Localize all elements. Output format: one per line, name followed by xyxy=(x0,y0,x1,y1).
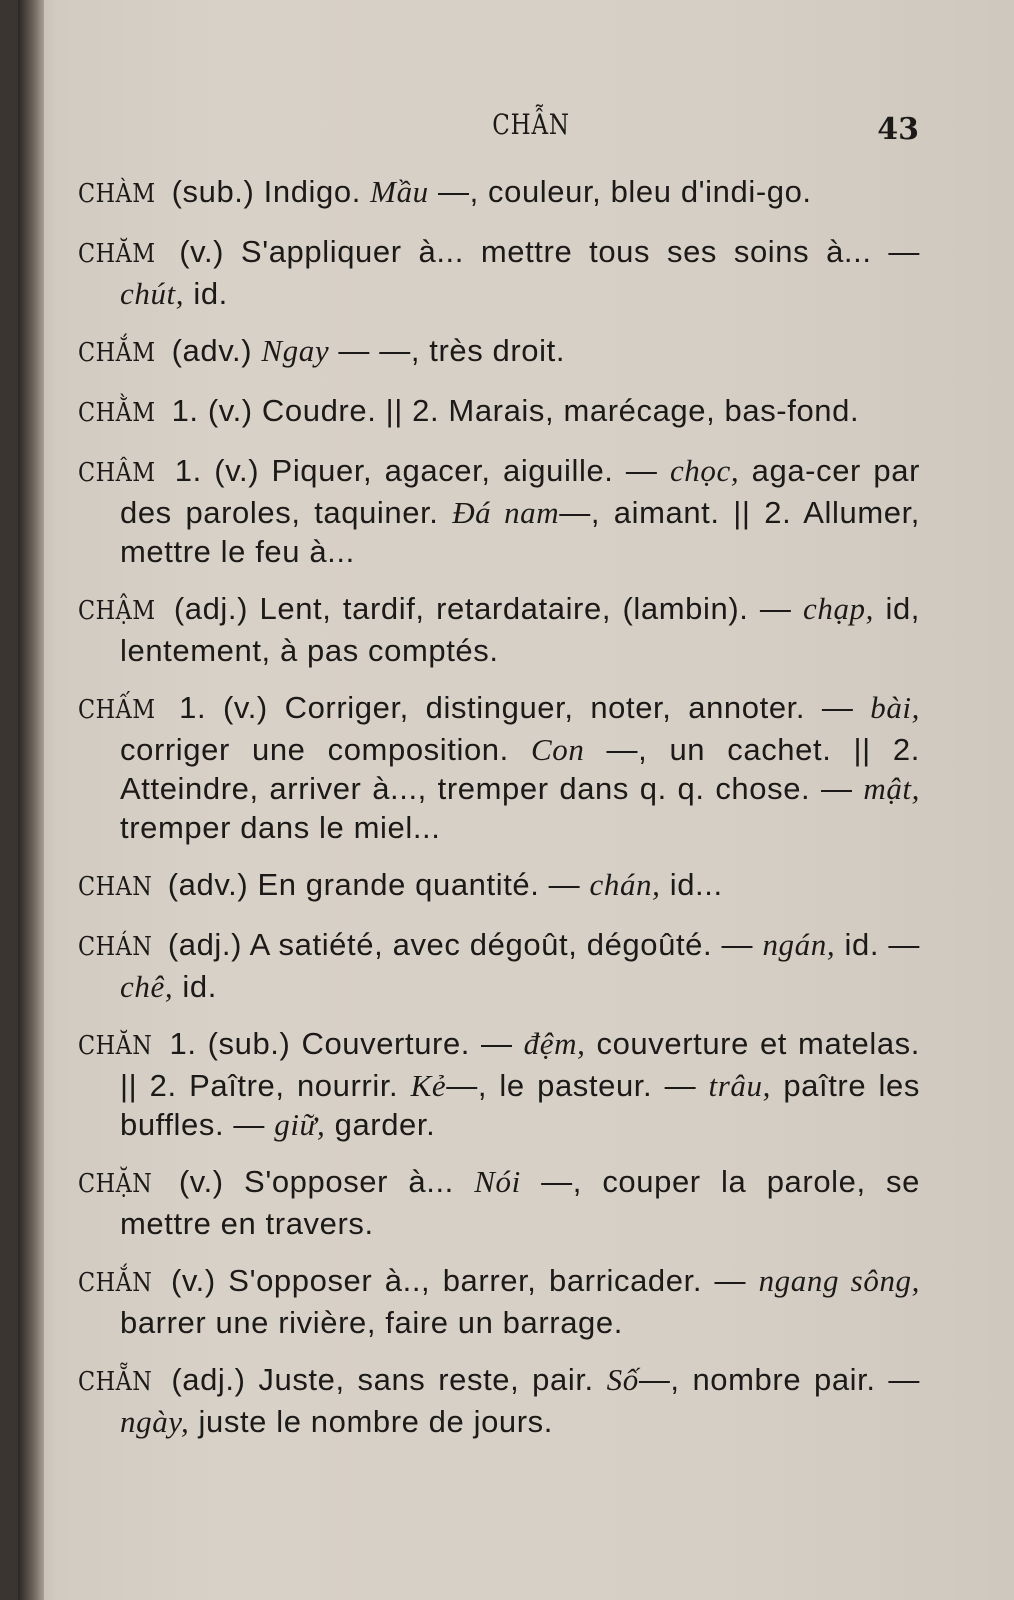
entry-headword: CHÀM xyxy=(78,179,156,209)
entry-definition-text: garder. xyxy=(325,1107,436,1142)
entry-headword: CHAN xyxy=(78,872,153,902)
entry-definition-text: id. — xyxy=(835,927,920,962)
dictionary-entry xyxy=(78,391,920,433)
entry-definition-text: —, aimant. || 2. Allumer, mettre le feu à... xyxy=(120,495,921,569)
entry-definition-text: —, nombre pair. — xyxy=(638,1362,921,1397)
entry-headword: CHẰM xyxy=(78,398,156,428)
entry-italic-term: ngày, xyxy=(120,1404,190,1439)
entry-definition-text: (adj.) Lent, tardif, retardataire, (lambin). — xyxy=(162,591,803,626)
entry-definition-text: aga-cer par des paroles, taquiner. xyxy=(120,453,920,530)
entry-definition-text: —, couleur, bleu d'indi-go. xyxy=(428,174,812,209)
entry-headword: CHẬM xyxy=(78,596,156,626)
entry-headword: CHÂM xyxy=(78,458,156,488)
dictionary-entry xyxy=(78,172,920,214)
entry-definition-text: — —, très droit. xyxy=(329,333,566,368)
dictionary-entry xyxy=(78,1360,920,1441)
entry-italic-term: chọc, xyxy=(669,453,740,488)
entry-definition-text: id, lentement, à pas comptés. xyxy=(120,591,920,668)
dictionary-entry xyxy=(78,1162,920,1243)
entry-headword: CHĂM xyxy=(78,239,156,269)
book-page xyxy=(18,0,1014,1600)
dictionary-entry xyxy=(78,688,920,847)
entry-definition-text: (v.) S'opposer à... xyxy=(158,1164,475,1199)
entry-headword: CHẤM xyxy=(78,695,156,725)
entry-definition-text: 1. (v.) Coudre. || 2. Marais, marécage, bas-fond. xyxy=(162,393,860,428)
book-spine-shadow xyxy=(18,0,44,1600)
entry-italic-term: chạp, xyxy=(802,591,874,626)
entry-definition-text: (sub.) Indigo. xyxy=(162,174,371,209)
entry-definition-text: 1. (v.) Corriger, distinguer, noter, annoter. — xyxy=(162,690,871,725)
entry-definition-text: (adv.) xyxy=(162,333,262,368)
entry-italic-term: giữ, xyxy=(274,1107,326,1142)
entry-italic-term: ngang sông, xyxy=(758,1263,920,1298)
entry-definition-text: paître les buffles. — xyxy=(120,1068,920,1142)
dictionary-entry xyxy=(78,589,920,670)
dictionary-entry xyxy=(78,331,920,373)
entry-italic-term: Mầu xyxy=(370,174,429,209)
entry-headword: CHẴN xyxy=(78,1367,153,1397)
entry-italic-term: Nói xyxy=(474,1164,521,1199)
entry-italic-term: Con xyxy=(530,732,585,767)
entry-definition-text: —, couper la parole, se mettre en travers. xyxy=(120,1164,920,1241)
dictionary-entry xyxy=(78,865,920,907)
page-number: 43 xyxy=(877,112,919,147)
entry-definition-text: —, le pasteur. — xyxy=(446,1068,709,1103)
entry-headword: CHẮN xyxy=(78,1268,153,1298)
dictionary-entry xyxy=(78,1261,920,1342)
entry-definition-text: id... xyxy=(660,867,723,902)
entry-definition-text: couverture et matelas. || 2. Paître, nourrir. xyxy=(120,1026,920,1103)
entry-italic-term: chán, xyxy=(589,867,661,902)
entry-definition-text: id. xyxy=(173,969,217,1004)
entry-italic-term: chê, xyxy=(120,969,174,1004)
running-head: CHẪN xyxy=(492,108,570,141)
entry-italic-term: Đá nam xyxy=(452,495,560,530)
entry-definition-text: corriger une composition. xyxy=(120,732,531,767)
entry-definition-text: 1. (v.) Piquer, agacer, aiguille. — xyxy=(162,453,670,488)
entry-definition-text: (v.) S'opposer à.., barrer, barricader. — xyxy=(158,1263,759,1298)
entry-definition-text: —, un cachet. || 2. Atteindre, arriver à..., tremper dans q. q. chose. — xyxy=(120,732,920,806)
dictionary-entry xyxy=(78,1024,920,1144)
entry-headword: CHĂN xyxy=(78,1031,153,1061)
entry-definition-text: (v.) S'appliquer à... mettre tous ses soins à... — xyxy=(162,234,920,269)
entry-headword: CHẶN xyxy=(78,1169,153,1199)
entry-definition-text: juste le nombre de jours. xyxy=(189,1404,553,1439)
entry-headword: CHÁN xyxy=(78,932,153,962)
entry-definition-text: (adv.) En grande quantité. — xyxy=(158,867,590,902)
dictionary-entries xyxy=(78,172,920,1459)
entry-italic-term: Kẻ xyxy=(410,1068,447,1103)
entry-definition-text: tremper dans le miel... xyxy=(120,810,441,845)
entry-italic-term: đệm, xyxy=(523,1026,586,1061)
entry-definition-text: (adj.) A satiété, avec dégoût, dégoûté. — xyxy=(158,927,763,962)
dictionary-entry xyxy=(78,925,920,1006)
entry-definition-text: (adj.) Juste, sans reste, pair. xyxy=(158,1362,607,1397)
entry-definition-text: id. xyxy=(184,276,228,311)
entry-italic-term: bài, xyxy=(870,690,920,725)
entry-italic-term: chút, xyxy=(120,276,185,311)
entry-italic-term: trâu, xyxy=(708,1068,771,1103)
entry-headword: CHẮM xyxy=(78,338,156,368)
entry-italic-term: Ngay xyxy=(261,333,330,368)
entry-definition-text: barrer une rivière, faire un barrage. xyxy=(120,1305,623,1340)
dictionary-entry xyxy=(78,232,920,313)
entry-definition-text: 1. (sub.) Couverture. — xyxy=(158,1026,524,1061)
entry-italic-term: Số xyxy=(606,1362,639,1397)
entry-italic-term: ngán, xyxy=(762,927,836,962)
dictionary-entry xyxy=(78,451,920,571)
entry-italic-term: mật, xyxy=(863,771,920,806)
